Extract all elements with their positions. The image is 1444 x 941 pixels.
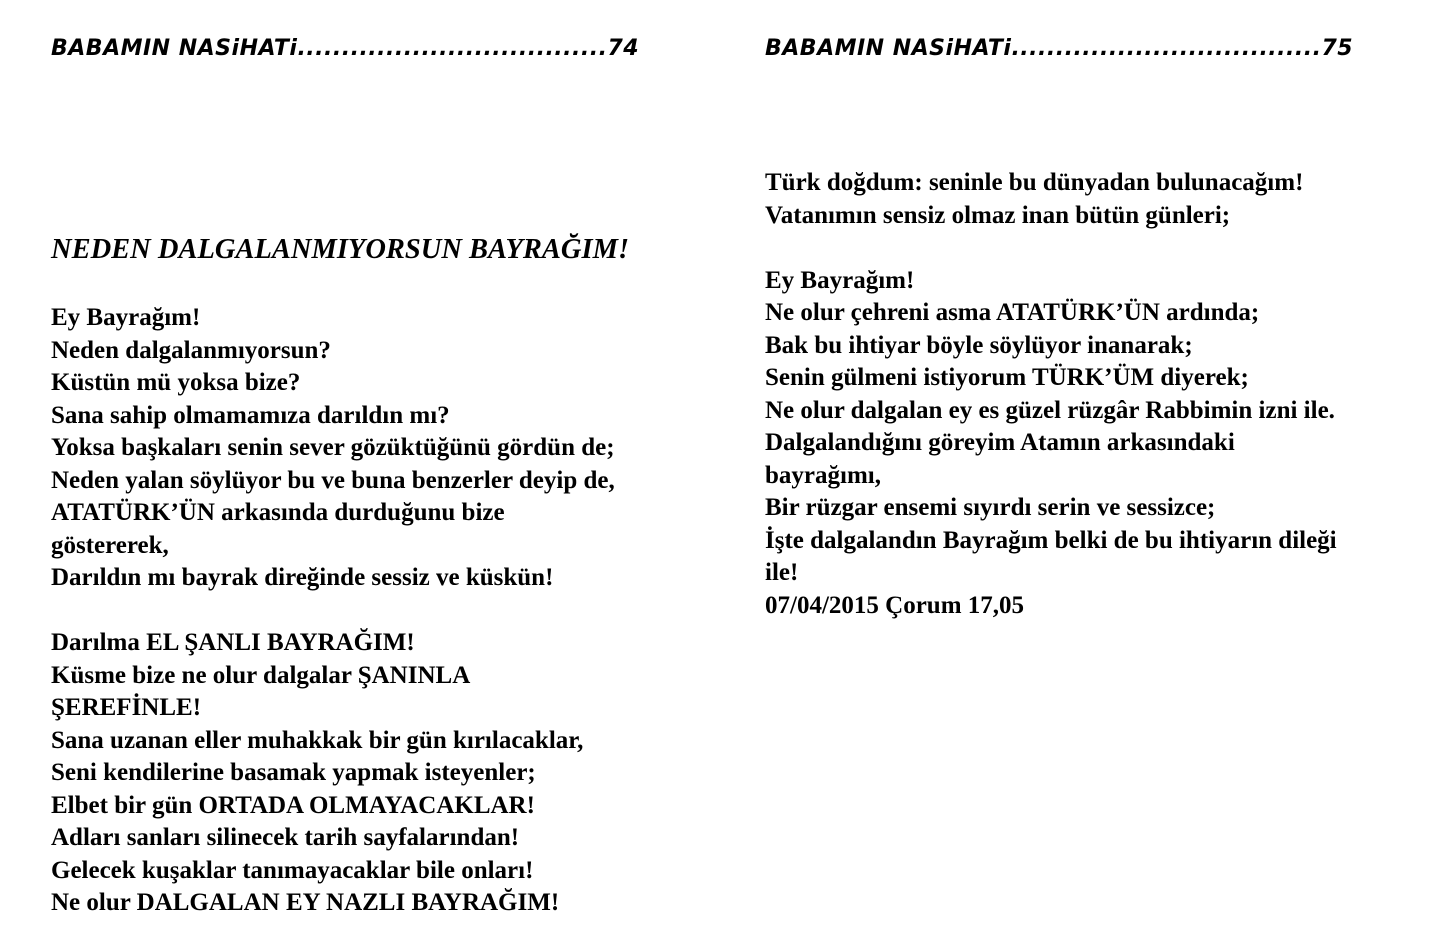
poem-line: Darıldın mı bayrak direğinde sessiz ve küskün!	[51, 564, 554, 591]
poem-line: Seni kendilerine basamak yapmak isteyenler;	[51, 759, 536, 786]
poem-line: Darılma EL ŞANLI BAYRAĞIM!	[51, 629, 415, 656]
right-page	[722, 0, 1444, 941]
running-header-left: BABAMIN NASiHATi...................................74	[51, 36, 640, 61]
poem-line: Sana sahip olmamamıza darıldın mı?	[51, 401, 450, 429]
poem-line: İşte dalgalandın Bayrağım belki de bu ihtiyarın dileği	[765, 526, 1337, 554]
poem-line: Senin gülmeni istiyorum TÜRK’ÜM diyerek;	[765, 364, 1249, 391]
poem-line: ile!	[765, 559, 799, 586]
poem-line: Neden dalgalanmıyorsun?	[51, 336, 331, 364]
poem-line: ŞEREFİNLE!	[51, 694, 202, 721]
stanza	[51, 302, 711, 595]
poem-line: bayrağımı,	[765, 461, 881, 489]
stanza	[51, 627, 711, 920]
poem-line: Küsme bize ne olur dalgalar ŞANINLA	[51, 661, 471, 689]
poem-line: Türk doğdum: seninle bu dünyadan bulunacağım!	[765, 169, 1304, 196]
poem-line: Neden yalan söylüyor bu ve buna benzerler deyip de,	[51, 466, 615, 494]
poem-line: Ne olur DALGALAN EY NAZLI BAYRAĞIM!	[51, 889, 560, 916]
running-header-right: BABAMIN NASiHATi...................................75	[765, 36, 1354, 61]
poem-line: Küstün mü yoksa bize?	[51, 369, 301, 396]
poem-line: Ey Bayrağım!	[765, 266, 915, 294]
stanza	[765, 167, 1435, 232]
poem-line: Elbet bir gün ORTADA OLMAYACAKLAR!	[51, 791, 535, 819]
poem-body-right	[765, 167, 1435, 622]
poem-line: Adları sanları silinecek tarih sayfalarından!	[51, 824, 520, 851]
poem-line: göstererek,	[51, 531, 169, 559]
poem-line: Ne olur dalgalan ey es güzel rüzgâr Rabbimin izni ile.	[765, 396, 1335, 424]
poem-line: Bir rüzgar ensemi sıyırdı serin ve sessizce;	[765, 494, 1216, 521]
poem-line: Ey Bayrağım!	[51, 304, 201, 331]
poem-line: Yoksa başkaları senin sever gözüktüğünü gördün de;	[51, 434, 615, 461]
poem-line: ATATÜRK’ÜN arkasında durduğunu bize	[51, 499, 505, 526]
poem-title: NEDEN DALGALANMIYORSUN BAYRAĞIM!	[51, 234, 630, 265]
stanza	[765, 265, 1435, 623]
poem-line: Bak bu ihtiyar böyle söylüyor inanarak;	[765, 331, 1193, 359]
poem-line: Dalgalandığını göreyim Atamın arkasındaki	[765, 429, 1235, 456]
poem-line: Vatanımın sensiz olmaz inan bütün günleri;	[765, 201, 1231, 229]
poem-date-location: 07/04/2015 Çorum 17,05	[765, 591, 1025, 619]
poem-line: Ne olur çehreni asma ATATÜRK’ÜN ardında;	[765, 299, 1260, 326]
poem-line: Sana uzanan eller muhakkak bir gün kırılacaklar,	[51, 726, 584, 754]
poem-line: Gelecek kuşaklar tanımayacaklar bile onları!	[51, 856, 534, 884]
poem-body-left	[51, 302, 711, 920]
